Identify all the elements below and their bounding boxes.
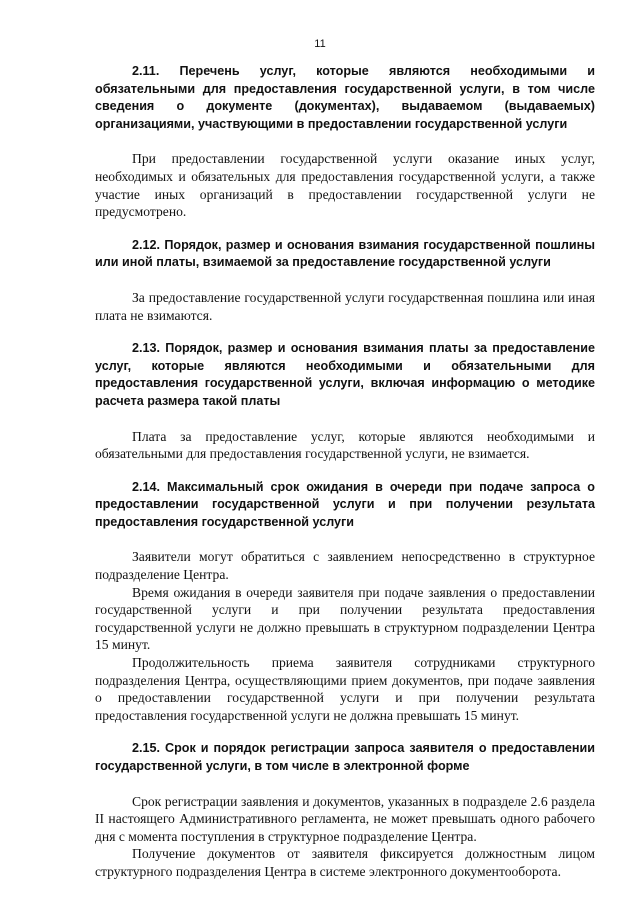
section-heading: 2.13. Порядок, размер и основания взимания платы за предоставление услуг, которые являются необходимыми и обязательными для предоставления государственной услуги, включая информацию о методике расчета размера такой платы <box>95 341 595 408</box>
paragraph: Получение документов от заявителя фиксируется должностным лицом структурного подразделения Центра в системе электронного документооборота. <box>95 846 595 879</box>
paragraph: Плата за предоставление услуг, которые являются необходимыми и обязательными для предоставления государственной услуги, не взимается. <box>95 428 595 462</box>
paragraph: Заявители могут обратиться с заявлением непосредственно в структурное подразделение Центра. <box>95 549 595 583</box>
paragraph: При предоставлении государственной услуги оказание иных услуг, необходимых и обязательных для предоставления государственной услуги, а также участие иных организаций в предоставлении государственной услуги не предусмотрено. <box>95 151 595 220</box>
page-number: 11 <box>314 38 326 50</box>
paragraph: Продолжительность приема заявителя сотрудниками структурного подразделения Центра, осуществляющими прием документов, при подаче заявления о предоставлении государственной услуги и при получении результата предоставления государственной услуги не должна превышать 15 минут. <box>95 655 595 723</box>
section-heading: 2.12. Порядок, размер и основания взимания государственной пошлины или иной платы, взимаемой за предоставление государственной услуги <box>95 237 595 270</box>
section-2-13 <box>95 340 595 463</box>
section-2-12 <box>95 237 595 324</box>
paragraph: Время ожидания в очереди заявителя при подаче заявления о предоставлении государственной услуги и при получении результата предоставления государственной услуги не должно превышать в структурном подразделении Центра 15 минут. <box>95 584 595 653</box>
section-2-11 <box>95 63 595 221</box>
section-heading: 2.14. Максимальный срок ожидания в очереди при подаче запроса о предоставлении государственной услуги и при получении результата предоставления государственной услуги <box>95 479 595 529</box>
paragraph: Срок регистрации заявления и документов, указанных в подразделе 2.6 раздела II настоящего Административного регламента, не может превышать одного рабочего дня с момента поступления в структурное подразделение Центра. <box>95 793 595 844</box>
page-content <box>95 63 595 881</box>
paragraph: За предоставление государственной услуги государственная пошлина или иная плата не взимаются. <box>95 289 595 323</box>
section-2-14 <box>95 479 595 725</box>
section-2-15 <box>95 740 595 880</box>
section-heading: 2.11. Перечень услуг, которые являются необходимыми и обязательными для предоставления государственной услуги, в том числе сведения о документе (документах), выдаваемом (выдаваемых) организациями, участвующими в предоставлении государственной услуги <box>95 64 595 131</box>
section-heading: 2.15. Срок и порядок регистрации запроса заявителя о предоставлении государственной услуги, в том числе в электронной форме <box>95 741 595 773</box>
